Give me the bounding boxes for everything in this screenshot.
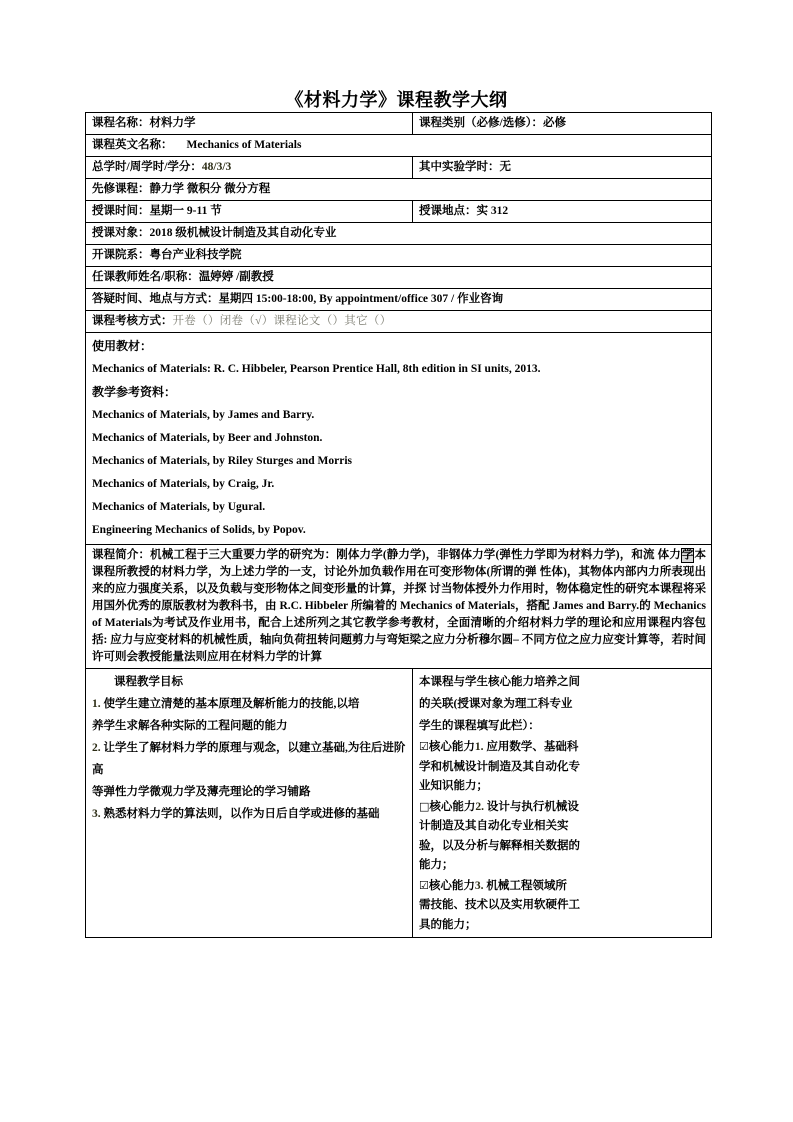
cell-office-hours: [86, 289, 712, 311]
core-item-text-cont: 具的能力；: [419, 918, 477, 931]
table-row: [86, 179, 712, 201]
cell-course-name: [86, 113, 413, 135]
value-class-location: 实 312: [476, 205, 509, 217]
core-competency-item-3[interactable]: [419, 876, 706, 897]
reference-item: Mechanics of Materials, by Riley Sturges and Morris: [92, 455, 352, 467]
table-row-goals-core: [86, 669, 712, 938]
reference-item: Mechanics of Materials, by Craig, Jr.: [92, 478, 275, 490]
intro-book-2: Mechanics of Materials: [92, 600, 707, 629]
goal-text: 使学生建立清楚的基本原理及解析能力的技能,以培: [100, 698, 360, 710]
goal-number: 1.: [92, 698, 101, 710]
goal-text: 让学生了解材料力学的原理与观念，以建立基础,为往后进阶高: [92, 742, 406, 776]
core-item-number: 2.: [475, 800, 485, 813]
cell-course-category: [413, 113, 712, 135]
intro-highlighted-char: 学: [681, 549, 694, 561]
value-class-time: 星期一 9-11 节: [149, 205, 222, 217]
intro-part-4: 为考试及作业用书，配合上述所列之其它教学参考教材，全面清晰的介绍材料力学的理论和应用课程内容包括: 应力与应变材料的机械性质，轴向负荷扭转问题剪力与弯矩梁之应力分析穆尔圆– 不同方位之应力应变计算等，若时间许可则会教授能量法则应用在材料力学的计算: [92, 617, 706, 663]
value-assessment-options: 开卷（）闭卷（√）课程论文（）其它（）: [172, 315, 392, 327]
goal-item: [92, 693, 407, 715]
page-title: 《材料力学》课程教学大纲: [285, 90, 508, 110]
reference-item: Mechanics of Materials, by James and Barry.: [92, 409, 315, 421]
value-course-name: 材料力学: [149, 117, 196, 129]
value-instructor: 温婷婷 /副教授: [198, 271, 274, 283]
table-row: [86, 289, 712, 311]
label-instructor: 任课教师姓名/职称：: [92, 271, 199, 283]
label-course-intro: 课程简介：: [92, 549, 151, 561]
cell-audience: [86, 223, 712, 245]
label-department: 开课院系：: [92, 249, 150, 261]
core-item-text-cont: 业知识能力；: [419, 780, 488, 792]
reference-item: Mechanics of Materials, by Beer and Johnston.: [92, 432, 323, 444]
label-course-english-name: 课程英文名称：: [92, 139, 173, 151]
goal-item: [92, 803, 407, 825]
value-prerequisites: 静力学 微积分 微分方程: [149, 183, 271, 195]
goals-heading: 课程教学目标: [114, 676, 183, 688]
textbook-main: Mechanics of Materials: R. C. Hibbeler, Pearson Prentice Hall, 8th edition in SI units, 2013.: [92, 363, 541, 375]
intro-part-3b: ，搭配: [514, 600, 553, 612]
cell-course-intro: [86, 545, 712, 669]
core-heading-line: 学生的课程填写此栏）：: [419, 720, 540, 732]
label-audience: 授课对象：: [92, 227, 150, 239]
core-item-text: 机械工程领域所: [483, 879, 567, 892]
label-course-category: 课程类别（必修/选修）：: [419, 117, 543, 129]
value-department: 粤台产业科技学院: [149, 249, 242, 261]
core-heading-line: 本课程与学生核心能力培养之间: [419, 676, 580, 688]
core-heading-line: 的关联(授课对象为理工科专业: [419, 698, 573, 710]
cell-assessment: [86, 311, 712, 333]
label-class-location: 授课地点：: [419, 205, 477, 217]
label-lab-hours: 其中实验学时：: [419, 161, 500, 173]
intro-part-1: 机械工程于三大重要力学的研究为：刚体力学(静力学)，非钢体力学(弹性力学即为材料力学)，和流 体力: [150, 549, 681, 561]
intro-part-2: 本课程所教授的材料力学，为上述力学的一支，讨论外加负载作用在可变形物体(所谓的弹 性体)，其物体内部内力所表现出来的应力强度关系，以及负载与变形物体之间变形量的计算，并探 讨当物体授外力作用时，物体稳定性的研究本课程将采用国外优秀的原版教材为教科书，由: [92, 549, 707, 612]
value-audience: 2018 级机械设计制造及其自动化专业: [149, 227, 337, 239]
core-item-text-cont: 验，以及分析与解释相关数据的: [419, 839, 580, 852]
cell-course-english-name: [86, 135, 712, 157]
table-row: [86, 311, 712, 333]
goal-text: 熟悉材料力学的算法则，以作为日后自学或进修的基础: [100, 808, 380, 820]
core-item-title: 核心能力: [428, 741, 475, 753]
cell-course-goals: [86, 669, 413, 938]
intro-author-james-barry: James and Barry.: [552, 600, 640, 612]
table-row: [86, 135, 712, 157]
checkbox-checked-icon[interactable]: ☑: [419, 878, 429, 892]
table-row: [86, 267, 712, 289]
value-lab-hours: 无: [499, 161, 511, 173]
value-course-category: 必修: [542, 117, 566, 129]
core-competency-item-1[interactable]: [419, 737, 706, 758]
table-row: [86, 157, 712, 179]
syllabus-table: [85, 112, 712, 938]
core-item-title: 核心能力: [428, 879, 475, 892]
core-item-text: 应用数学、基础科: [483, 741, 579, 753]
checkbox-checked-icon[interactable]: ☑: [419, 740, 429, 753]
intro-author-hibbeler: R.C. Hibbeler: [279, 600, 348, 612]
checkbox-unchecked-icon[interactable]: □: [419, 799, 430, 813]
goal-number: 3.: [92, 808, 101, 820]
core-item-text-cont: 需技能、技术以及实用软硬件工: [419, 899, 580, 911]
table-row-intro: [86, 545, 712, 669]
cell-lab-hours: [413, 157, 712, 179]
core-item-text: 设计与执行机械设: [484, 800, 579, 813]
core-item-number: 1.: [474, 741, 484, 753]
goal-item: [92, 737, 407, 781]
table-row: [86, 245, 712, 267]
label-class-time: 授课时间：: [92, 205, 150, 217]
core-item-number: 3.: [474, 879, 484, 892]
intro-part-3c: 的: [639, 600, 654, 612]
reference-heading: 教学参考资料：: [92, 385, 177, 399]
value-office-hours: 星期四 15:00-18:00, By appointment/office 307 / 作业咨询: [218, 293, 504, 305]
label-course-name: 课程名称：: [92, 117, 150, 129]
core-item-text-cont: 计制造及其自动化专业相关实: [419, 820, 569, 832]
reference-item: Engineering Mechanics of Solids, by Popov.: [92, 524, 306, 536]
core-item-title: 核心能力: [429, 800, 476, 813]
value-course-english-name: Mechanics of Materials: [186, 139, 302, 151]
core-item-text-cont: 能力；: [419, 859, 454, 871]
cell-class-location: [413, 201, 712, 223]
cell-textbooks: [86, 333, 712, 545]
goal-text: 等弹性力学微观力学及薄壳理论的学习铺路: [92, 786, 311, 798]
label-assessment: 课程考核方式：: [92, 315, 173, 327]
cell-core-competency: [413, 669, 712, 938]
label-office-hours: 答疑时间、地点与方式：: [92, 293, 219, 305]
textbook-heading: 使用教材：: [92, 339, 153, 353]
cell-credit-hours: [86, 157, 413, 179]
table-row: [86, 113, 712, 135]
label-credit-hours: 总学时/周学时/学分：: [92, 161, 202, 173]
goal-item: [92, 715, 407, 737]
cell-department: [86, 245, 712, 267]
goal-number: 2.: [92, 742, 101, 754]
label-prerequisites: 先修课程：: [92, 183, 150, 195]
intro-part-3a: 所编着的: [347, 600, 400, 612]
cell-prerequisites: [86, 179, 712, 201]
value-credit-hours: 48/3/3: [201, 161, 232, 173]
intro-book-1: Mechanics of Materials: [399, 600, 515, 612]
reference-item: Mechanics of Materials, by Ugural.: [92, 501, 266, 513]
table-row-textbooks: [86, 333, 712, 545]
goal-item: [92, 781, 407, 803]
cell-instructor: [86, 267, 712, 289]
cell-class-time: [86, 201, 413, 223]
core-competency-item-2[interactable]: [419, 797, 706, 818]
table-row: [86, 201, 712, 223]
table-row: [86, 223, 712, 245]
core-item-text-cont: 学和机械设计制造及其自动化专: [419, 760, 580, 773]
goal-text: 养学生求解各种实际的工程问题的能力: [92, 720, 288, 732]
